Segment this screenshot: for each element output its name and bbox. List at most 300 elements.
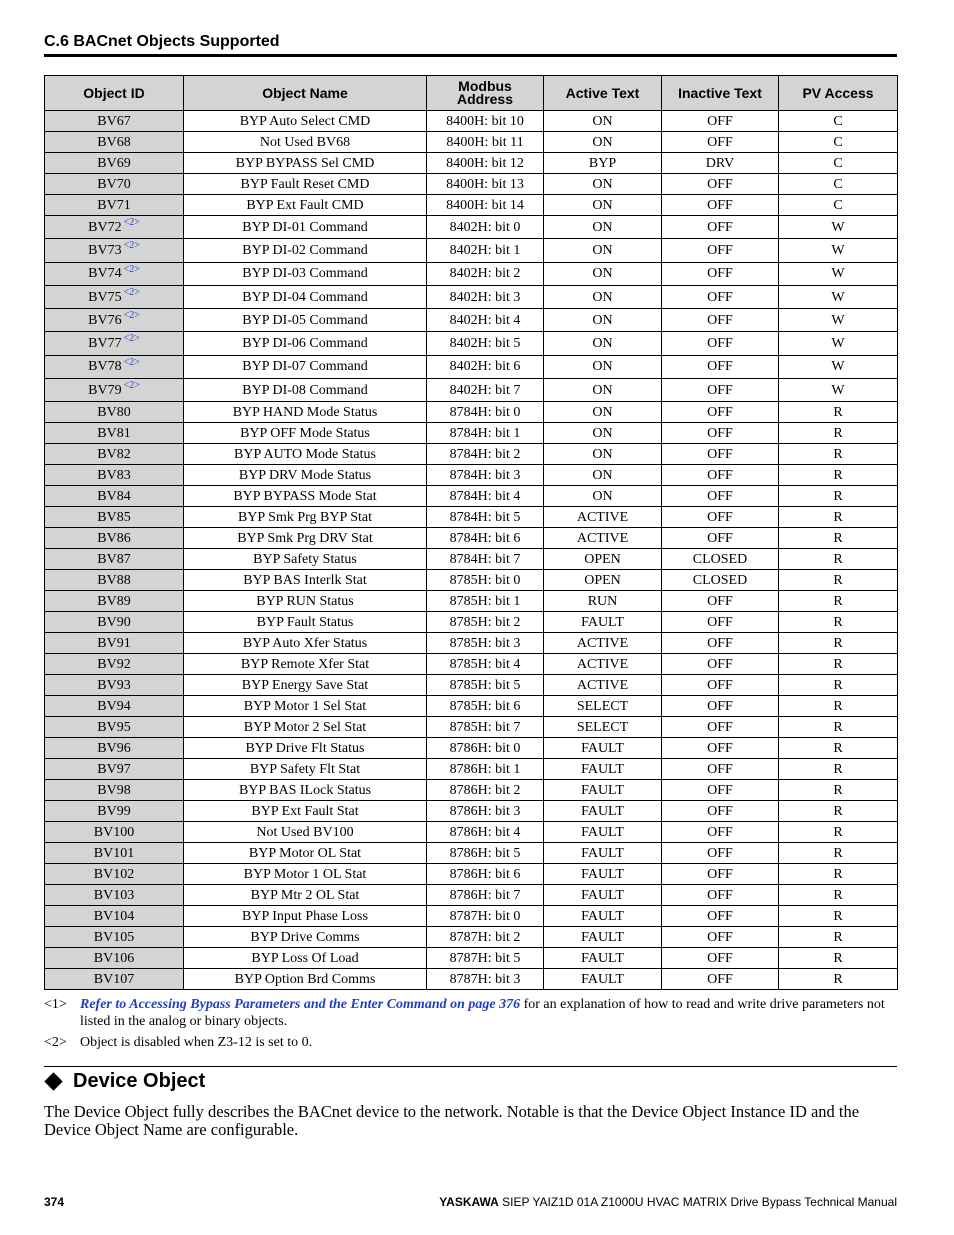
object-id: BV107 — [93, 971, 135, 987]
pv-access-cell: W — [779, 332, 898, 355]
inactive-text-cell: CLOSED — [662, 570, 779, 591]
object-id-cell — [45, 654, 184, 675]
pv-access-cell: W — [779, 262, 898, 285]
object-name-cell: BYP DI-05 Command — [184, 309, 427, 332]
footnote-ref-link[interactable]: <2> — [123, 310, 140, 322]
footnote-2 — [44, 1034, 897, 1051]
pv-access-cell: W — [779, 379, 898, 402]
object-id-cell — [45, 423, 184, 444]
header-object-id: Object ID — [45, 76, 184, 111]
table-row — [45, 612, 898, 633]
active-text-cell: FAULT — [544, 885, 662, 906]
inactive-text-cell: OFF — [662, 612, 779, 633]
object-id: BV73 — [88, 242, 122, 258]
bacnet-objects-table — [44, 75, 898, 990]
modbus-address-cell: 8785H: bit 5 — [427, 675, 544, 696]
object-name-cell: BYP HAND Mode Status — [184, 402, 427, 423]
section-title: C.6 BACnet Objects Supported — [44, 33, 280, 50]
active-text-cell: ACTIVE — [544, 654, 662, 675]
object-id: BV103 — [93, 887, 135, 903]
object-id-cell — [45, 444, 184, 465]
object-id-cell — [45, 696, 184, 717]
object-name-cell: BYP RUN Status — [184, 591, 427, 612]
modbus-address-cell: 8784H: bit 7 — [427, 549, 544, 570]
object-id-cell — [45, 570, 184, 591]
inactive-text-cell: OFF — [662, 780, 779, 801]
object-id: BV84 — [97, 488, 131, 504]
table-row — [45, 216, 898, 239]
active-text-cell: FAULT — [544, 780, 662, 801]
object-id: BV95 — [97, 719, 131, 735]
inactive-text-cell: OFF — [662, 379, 779, 402]
object-id: BV88 — [97, 572, 131, 588]
pv-access-cell: R — [779, 969, 898, 990]
object-name-cell: BYP Motor 1 Sel Stat — [184, 696, 427, 717]
object-id-cell — [45, 465, 184, 486]
pv-access-cell: R — [779, 948, 898, 969]
active-text-cell: ACTIVE — [544, 633, 662, 654]
object-name-cell: BYP DI-03 Command — [184, 262, 427, 285]
object-id-cell — [45, 195, 184, 216]
object-id: BV100 — [93, 824, 135, 840]
inactive-text-cell: OFF — [662, 174, 779, 195]
object-name-cell: BYP Loss Of Load — [184, 948, 427, 969]
table-row — [45, 759, 898, 780]
table-row — [45, 309, 898, 332]
modbus-address-cell: 8785H: bit 2 — [427, 612, 544, 633]
active-text-cell: ACTIVE — [544, 528, 662, 549]
modbus-address-cell: 8787H: bit 3 — [427, 969, 544, 990]
object-id-cell — [45, 332, 184, 355]
footnote-ref-link[interactable]: <2> — [123, 286, 140, 298]
modbus-address-cell: 8786H: bit 4 — [427, 822, 544, 843]
pv-access-cell: R — [779, 402, 898, 423]
table-row — [45, 906, 898, 927]
object-id-cell — [45, 864, 184, 885]
object-id-cell — [45, 216, 184, 239]
object-name-cell: BYP DI-07 Command — [184, 355, 427, 378]
modbus-address-cell: 8784H: bit 2 — [427, 444, 544, 465]
object-id: BV68 — [97, 134, 131, 150]
pv-access-cell: R — [779, 612, 898, 633]
pv-access-cell: R — [779, 696, 898, 717]
inactive-text-cell: OFF — [662, 465, 779, 486]
active-text-cell: RUN — [544, 591, 662, 612]
object-id-cell — [45, 759, 184, 780]
modbus-address-cell: 8784H: bit 3 — [427, 465, 544, 486]
object-id-cell — [45, 355, 184, 378]
object-id: BV78 — [88, 359, 122, 375]
object-name-cell: BYP DI-01 Command — [184, 216, 427, 239]
object-name-cell: Not Used BV68 — [184, 132, 427, 153]
modbus-address-cell: 8785H: bit 1 — [427, 591, 544, 612]
object-id-cell — [45, 262, 184, 285]
object-id: BV76 — [88, 312, 122, 328]
footnote-text: for an explanation of how to read and write drive parameters not listed in the analog or binary objects. — [80, 997, 885, 1029]
inactive-text-cell: OFF — [662, 285, 779, 308]
pv-access-cell: R — [779, 486, 898, 507]
active-text-cell: FAULT — [544, 843, 662, 864]
active-text-cell: OPEN — [544, 549, 662, 570]
object-name-cell: BYP Safety Status — [184, 549, 427, 570]
object-id: BV97 — [97, 761, 131, 777]
active-text-cell: ON — [544, 239, 662, 262]
table-row — [45, 780, 898, 801]
object-id-cell — [45, 309, 184, 332]
object-id: BV67 — [97, 113, 131, 129]
table-row — [45, 696, 898, 717]
pv-access-cell: R — [779, 801, 898, 822]
active-text-cell: FAULT — [544, 801, 662, 822]
inactive-text-cell: OFF — [662, 843, 779, 864]
inactive-text-cell: OFF — [662, 423, 779, 444]
table-row — [45, 549, 898, 570]
modbus-address-cell: 8402H: bit 3 — [427, 285, 544, 308]
modbus-address-cell: 8786H: bit 6 — [427, 864, 544, 885]
object-id-cell — [45, 507, 184, 528]
object-id: BV70 — [97, 176, 131, 192]
inactive-text-cell: OFF — [662, 927, 779, 948]
section-divider — [44, 1066, 897, 1067]
object-id: BV104 — [93, 908, 135, 924]
active-text-cell: ON — [544, 402, 662, 423]
object-id: BV72 — [88, 219, 122, 235]
pv-access-cell: R — [779, 423, 898, 444]
inactive-text-cell: OFF — [662, 801, 779, 822]
heading-text: Device Object — [73, 1070, 206, 1092]
pv-access-cell: R — [779, 570, 898, 591]
object-name-cell: BYP Motor 1 OL Stat — [184, 864, 427, 885]
modbus-address-cell: 8784H: bit 0 — [427, 402, 544, 423]
object-id: BV102 — [93, 866, 135, 882]
object-id-cell — [45, 738, 184, 759]
inactive-text-cell: OFF — [662, 633, 779, 654]
modbus-address-cell: 8784H: bit 4 — [427, 486, 544, 507]
active-text-cell: ON — [544, 423, 662, 444]
object-id: BV79 — [88, 382, 122, 398]
object-id-cell — [45, 780, 184, 801]
object-id-cell — [45, 969, 184, 990]
inactive-text-cell: OFF — [662, 444, 779, 465]
active-text-cell: OPEN — [544, 570, 662, 591]
active-text-cell: ON — [544, 332, 662, 355]
modbus-address-cell: 8402H: bit 4 — [427, 309, 544, 332]
object-name-cell: BYP BYPASS Sel CMD — [184, 153, 427, 174]
footnote-ref-link[interactable]: <2> — [123, 333, 140, 345]
table-body — [45, 111, 898, 990]
object-id: BV99 — [97, 803, 131, 819]
pv-access-cell: R — [779, 885, 898, 906]
device-object-heading — [44, 1070, 205, 1093]
object-name-cell: BYP BYPASS Mode Stat — [184, 486, 427, 507]
footnote-ref-link[interactable]: <2> — [123, 356, 140, 368]
footnote-ref-link[interactable]: <2> — [123, 216, 140, 228]
pv-access-cell: R — [779, 528, 898, 549]
table-row — [45, 528, 898, 549]
active-text-cell: ON — [544, 309, 662, 332]
object-name-cell: BYP Drive Flt Status — [184, 738, 427, 759]
object-name-cell: BYP DI-06 Command — [184, 332, 427, 355]
pv-access-cell: R — [779, 444, 898, 465]
inactive-text-cell: OFF — [662, 591, 779, 612]
table-header-row — [45, 76, 898, 111]
footnotes — [44, 996, 897, 1055]
table-row — [45, 262, 898, 285]
modbus-address-cell: 8402H: bit 6 — [427, 355, 544, 378]
object-name-cell: BYP AUTO Mode Status — [184, 444, 427, 465]
pv-access-cell: W — [779, 309, 898, 332]
table-row — [45, 948, 898, 969]
active-text-cell: FAULT — [544, 864, 662, 885]
pv-access-cell: R — [779, 822, 898, 843]
pv-access-cell: C — [779, 153, 898, 174]
pv-access-cell: R — [779, 759, 898, 780]
object-id-cell — [45, 132, 184, 153]
object-id-cell — [45, 612, 184, 633]
object-id-cell — [45, 906, 184, 927]
modbus-address-cell: 8785H: bit 6 — [427, 696, 544, 717]
object-name-cell: BYP Remote Xfer Stat — [184, 654, 427, 675]
pv-access-cell: W — [779, 216, 898, 239]
inactive-text-cell: OFF — [662, 528, 779, 549]
modbus-address-cell: 8402H: bit 7 — [427, 379, 544, 402]
active-text-cell: ON — [544, 132, 662, 153]
active-text-cell: FAULT — [544, 969, 662, 990]
object-id: BV90 — [97, 614, 131, 630]
pv-access-cell: W — [779, 285, 898, 308]
inactive-text-cell: OFF — [662, 654, 779, 675]
inactive-text-cell: OFF — [662, 948, 779, 969]
active-text-cell: FAULT — [544, 738, 662, 759]
object-id: BV101 — [93, 845, 135, 861]
pv-access-cell: C — [779, 195, 898, 216]
active-text-cell: FAULT — [544, 612, 662, 633]
pv-access-cell: R — [779, 507, 898, 528]
brand-name: YASKAWA — [439, 1195, 499, 1209]
table-row — [45, 717, 898, 738]
table-row — [45, 507, 898, 528]
modbus-address-cell: 8786H: bit 1 — [427, 759, 544, 780]
modbus-address-cell: 8400H: bit 12 — [427, 153, 544, 174]
object-name-cell: BYP Option Brd Comms — [184, 969, 427, 990]
inactive-text-cell: OFF — [662, 822, 779, 843]
inactive-text-cell: OFF — [662, 309, 779, 332]
table-row — [45, 465, 898, 486]
object-id: BV87 — [97, 551, 131, 567]
active-text-cell: FAULT — [544, 759, 662, 780]
active-text-cell: ON — [544, 262, 662, 285]
object-name-cell: BYP Fault Reset CMD — [184, 174, 427, 195]
pv-access-cell: R — [779, 738, 898, 759]
active-text-cell: ON — [544, 195, 662, 216]
object-id-cell — [45, 717, 184, 738]
modbus-address-cell: 8784H: bit 6 — [427, 528, 544, 549]
object-name-cell: BYP OFF Mode Status — [184, 423, 427, 444]
inactive-text-cell: OFF — [662, 759, 779, 780]
table-row — [45, 153, 898, 174]
object-id: BV71 — [97, 197, 131, 213]
table-row — [45, 239, 898, 262]
object-id-cell — [45, 528, 184, 549]
object-id-cell — [45, 591, 184, 612]
object-id-cell — [45, 885, 184, 906]
active-text-cell: ACTIVE — [544, 675, 662, 696]
modbus-address-cell: 8786H: bit 0 — [427, 738, 544, 759]
pv-access-cell: R — [779, 675, 898, 696]
modbus-address-cell: 8787H: bit 0 — [427, 906, 544, 927]
active-text-cell: FAULT — [544, 948, 662, 969]
header-object-name: Object Name — [184, 76, 427, 111]
inactive-text-cell: OFF — [662, 969, 779, 990]
table-row — [45, 332, 898, 355]
object-id-cell — [45, 675, 184, 696]
object-id: BV91 — [97, 635, 131, 651]
object-name-cell: BYP Fault Status — [184, 612, 427, 633]
object-name-cell: BYP Auto Xfer Status — [184, 633, 427, 654]
object-id: BV93 — [97, 677, 131, 693]
table-row — [45, 111, 898, 132]
modbus-address-cell: 8402H: bit 5 — [427, 332, 544, 355]
inactive-text-cell: OFF — [662, 355, 779, 378]
object-id: BV80 — [97, 404, 131, 420]
table-row — [45, 285, 898, 308]
table-row — [45, 738, 898, 759]
pv-access-cell: R — [779, 717, 898, 738]
object-id: BV75 — [88, 289, 122, 305]
object-id-cell — [45, 822, 184, 843]
object-name-cell: Not Used BV100 — [184, 822, 427, 843]
pv-access-cell: R — [779, 864, 898, 885]
modbus-address-cell: 8402H: bit 1 — [427, 239, 544, 262]
object-id: BV69 — [97, 155, 131, 171]
device-object-description: The Device Object fully describes the BACnet device to the network. Notable is that the Device Object Instance ID and the Device Object Name are configurable. — [44, 1102, 860, 1139]
modbus-address-cell: 8784H: bit 1 — [427, 423, 544, 444]
manual-title: SIEP YAIZ1D 01A Z1000U HVAC MATRIX Drive Bypass Technical Manual — [498, 1195, 897, 1209]
active-text-cell: ON — [544, 216, 662, 239]
object-id-cell — [45, 948, 184, 969]
table-row — [45, 444, 898, 465]
modbus-address-cell: 8786H: bit 5 — [427, 843, 544, 864]
object-id-cell — [45, 633, 184, 654]
inactive-text-cell: OFF — [662, 216, 779, 239]
inactive-text-cell: CLOSED — [662, 549, 779, 570]
object-name-cell: BYP Drive Comms — [184, 927, 427, 948]
inactive-text-cell: OFF — [662, 885, 779, 906]
inactive-text-cell: OFF — [662, 332, 779, 355]
object-name-cell: BYP DI-04 Command — [184, 285, 427, 308]
object-id-cell — [45, 402, 184, 423]
table-row — [45, 379, 898, 402]
active-text-cell: FAULT — [544, 906, 662, 927]
active-text-cell: FAULT — [544, 822, 662, 843]
header-active-text: Active Text — [544, 76, 662, 111]
pv-access-cell: R — [779, 906, 898, 927]
object-id: BV98 — [97, 782, 131, 798]
active-text-cell: ON — [544, 355, 662, 378]
footnote-link[interactable]: Refer to Accessing Bypass Parameters and the Enter Command on page 376 — [80, 997, 521, 1012]
table-row — [45, 675, 898, 696]
object-id-cell — [45, 801, 184, 822]
object-id: BV105 — [93, 929, 135, 945]
inactive-text-cell: OFF — [662, 402, 779, 423]
object-id: BV74 — [88, 266, 122, 282]
active-text-cell: ON — [544, 444, 662, 465]
object-id-cell — [45, 379, 184, 402]
modbus-address-cell: 8786H: bit 3 — [427, 801, 544, 822]
table-row — [45, 633, 898, 654]
active-text-cell: SELECT — [544, 696, 662, 717]
object-name-cell: BYP Auto Select CMD — [184, 111, 427, 132]
footnote-ref-link[interactable]: <2> — [123, 380, 140, 392]
table-row — [45, 927, 898, 948]
table-row — [45, 822, 898, 843]
object-id: BV85 — [97, 509, 131, 525]
object-name-cell: BYP Smk Prg DRV Stat — [184, 528, 427, 549]
inactive-text-cell: OFF — [662, 696, 779, 717]
pv-access-cell: R — [779, 633, 898, 654]
modbus-address-cell: 8400H: bit 13 — [427, 174, 544, 195]
object-id-cell — [45, 285, 184, 308]
object-name-cell: BYP DI-08 Command — [184, 379, 427, 402]
object-name-cell: BYP Safety Flt Stat — [184, 759, 427, 780]
footnote-text: Object is disabled when Z3-12 is set to 0. — [80, 1035, 313, 1050]
pv-access-cell: R — [779, 591, 898, 612]
modbus-address-cell: 8402H: bit 2 — [427, 262, 544, 285]
object-name-cell: BYP Mtr 2 OL Stat — [184, 885, 427, 906]
modbus-address-cell: 8785H: bit 0 — [427, 570, 544, 591]
pv-access-cell: R — [779, 549, 898, 570]
object-id: BV94 — [97, 698, 131, 714]
inactive-text-cell: OFF — [662, 717, 779, 738]
active-text-cell: ON — [544, 285, 662, 308]
object-name-cell: BYP Ext Fault CMD — [184, 195, 427, 216]
object-id-cell — [45, 174, 184, 195]
object-id: BV82 — [97, 446, 131, 462]
table-row — [45, 654, 898, 675]
pv-access-cell: C — [779, 174, 898, 195]
modbus-address-cell: 8787H: bit 5 — [427, 948, 544, 969]
object-id-cell — [45, 927, 184, 948]
footnote-mark: <2> — [44, 1035, 67, 1050]
table-row — [45, 486, 898, 507]
table-row — [45, 570, 898, 591]
object-id-cell — [45, 843, 184, 864]
pv-access-cell: C — [779, 111, 898, 132]
modbus-address-cell: 8786H: bit 7 — [427, 885, 544, 906]
footnote-ref-link[interactable]: <2> — [123, 240, 140, 252]
table-row — [45, 801, 898, 822]
object-id-cell — [45, 111, 184, 132]
object-name-cell: BYP Motor OL Stat — [184, 843, 427, 864]
inactive-text-cell: OFF — [662, 262, 779, 285]
page-number: 374 — [44, 1195, 65, 1209]
object-name-cell: BYP DI-02 Command — [184, 239, 427, 262]
modbus-address-cell: 8400H: bit 14 — [427, 195, 544, 216]
footnote-ref-link[interactable]: <2> — [123, 263, 140, 275]
object-id-cell — [45, 549, 184, 570]
table-row — [45, 885, 898, 906]
object-id: BV89 — [97, 593, 131, 609]
active-text-cell: ON — [544, 465, 662, 486]
inactive-text-cell: OFF — [662, 864, 779, 885]
object-name-cell: BYP Input Phase Loss — [184, 906, 427, 927]
active-text-cell: FAULT — [544, 927, 662, 948]
inactive-text-cell: OFF — [662, 507, 779, 528]
table-row — [45, 174, 898, 195]
object-name-cell: BYP Ext Fault Stat — [184, 801, 427, 822]
pv-access-cell: W — [779, 355, 898, 378]
object-id: BV106 — [93, 950, 135, 966]
